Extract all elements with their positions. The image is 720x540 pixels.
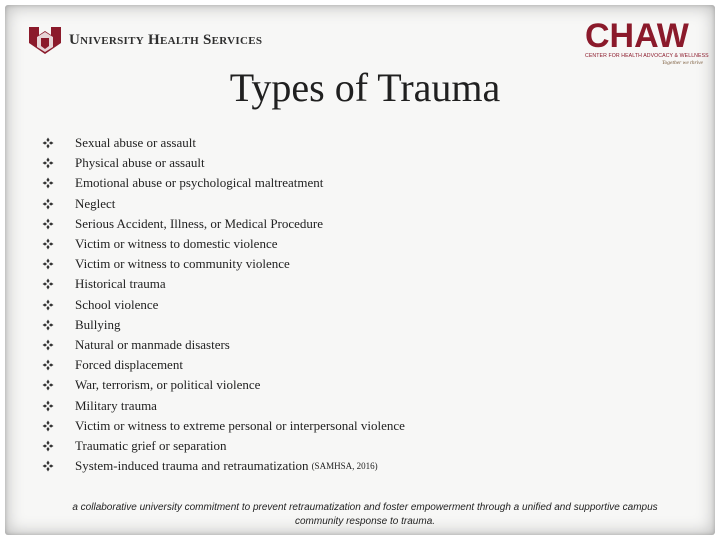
list-item <box>42 456 405 476</box>
list-item-text: Serious Accident, Illness, or Medical Procedure <box>75 215 324 231</box>
diamond-bullet-icon <box>42 400 54 412</box>
list-item <box>42 315 405 335</box>
diamond-bullet-icon <box>42 299 54 311</box>
list-item-text: Sexual abuse or assault <box>75 135 196 151</box>
uhs-logo-text: University Health Services <box>69 31 263 48</box>
list-item-text: Victim or witness to domestic violence <box>75 236 278 252</box>
diamond-bullet-icon <box>42 278 54 290</box>
diamond-bullet-icon <box>42 319 54 331</box>
list-item-text: School violence <box>75 296 159 312</box>
chaw-logo <box>585 17 709 66</box>
list-item <box>42 416 405 436</box>
list-item <box>42 254 405 274</box>
list-item <box>42 133 405 153</box>
diamond-bullet-icon <box>42 238 54 250</box>
list-item <box>42 295 405 315</box>
diamond-bullet-icon <box>42 258 54 270</box>
list-item <box>42 214 405 234</box>
list-item <box>42 335 405 355</box>
list-item <box>42 194 405 214</box>
list-item <box>42 274 405 294</box>
list-item-text: Natural or manmade disasters <box>75 336 230 352</box>
list-item-text: Historical trauma <box>75 276 166 292</box>
diamond-bullet-icon <box>42 198 54 210</box>
list-item <box>42 375 405 395</box>
chaw-subtitle: CENTER FOR HEALTH ADVOCACY & WELLNESS <box>585 53 709 59</box>
diamond-bullet-icon <box>42 339 54 351</box>
list-item-text: Physical abuse or assault <box>75 155 205 171</box>
list-item <box>42 436 405 456</box>
diamond-bullet-icon <box>42 359 54 371</box>
list-item-text: Victim or witness to extreme personal or interpersonal violence <box>75 417 405 433</box>
list-item-text: War, terrorism, or political violence <box>75 377 261 393</box>
list-item <box>42 355 405 375</box>
list-item-text: Emotional abuse or psychological maltreatment <box>75 175 324 191</box>
diamond-bullet-icon <box>42 440 54 452</box>
chaw-tagline: Together we thrive <box>661 60 703 66</box>
uhs-logo <box>27 25 262 55</box>
diamond-bullet-icon <box>42 420 54 432</box>
list-item <box>42 234 405 254</box>
diamond-bullet-icon <box>42 218 54 230</box>
trauma-types-list <box>42 133 405 476</box>
list-item <box>42 153 405 173</box>
uhs-shield-icon <box>27 25 63 55</box>
chaw-title: CHAW <box>585 17 689 55</box>
footer-statement: a collaborative university commitment to prevent retraumatization and foster empowerment through a unified and supportive campus community response to trauma. <box>72 502 658 527</box>
list-item-text: Bullying <box>75 316 121 332</box>
citation: (SAMHSA, 2016) <box>311 461 378 472</box>
diamond-bullet-icon <box>42 157 54 169</box>
diamond-bullet-icon <box>42 177 54 189</box>
list-item-text: Victim or witness to community violence <box>75 256 290 272</box>
diamond-bullet-icon <box>42 379 54 391</box>
list-item-text: System-induced trauma and retraumatization <box>75 458 309 474</box>
list-item-text: Military trauma <box>75 397 157 413</box>
slide <box>5 5 715 535</box>
diamond-bullet-icon <box>42 460 54 472</box>
list-item-text: Neglect <box>75 195 116 211</box>
list-item-text: Traumatic grief or separation <box>75 437 227 453</box>
list-item <box>42 173 405 193</box>
page-title: Types of Trauma <box>229 65 501 110</box>
list-item <box>42 395 405 415</box>
list-item-text: Forced displacement <box>75 357 183 373</box>
diamond-bullet-icon <box>42 137 54 149</box>
